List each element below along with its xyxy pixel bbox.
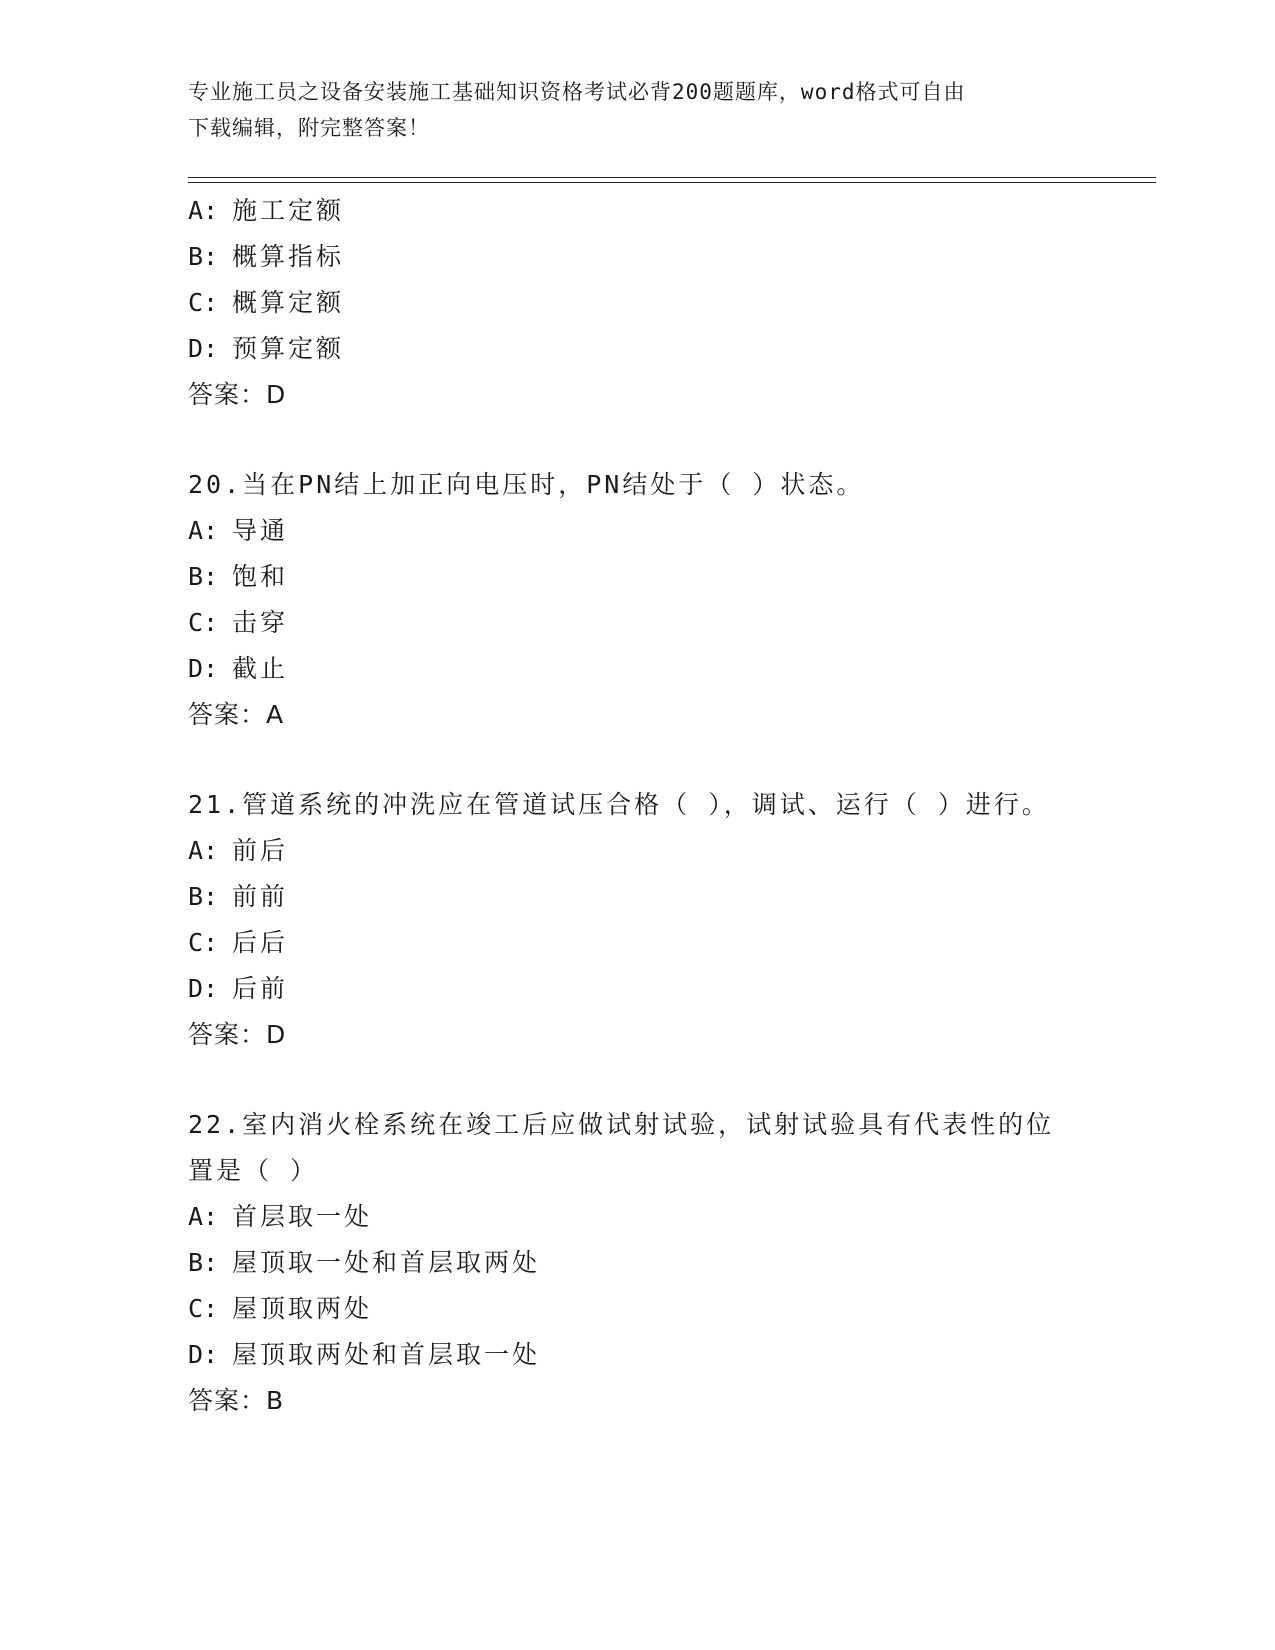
answer-line: 答案：B: [188, 1386, 285, 1415]
question-block-19: [188, 188, 1088, 418]
option-a: A: 前后: [188, 836, 289, 865]
option-d: D: 截止: [188, 654, 289, 683]
question-stem: 21.管道系统的冲洗应在管道试压合格（ ），调试、运行（ ）进行。: [188, 790, 1050, 819]
document-header: [188, 74, 1088, 146]
option-a: A: 导通: [188, 516, 289, 545]
option-d: D: 预算定额: [188, 334, 345, 363]
question-block-21: [188, 782, 1088, 1058]
option-c: C: 概算定额: [188, 288, 345, 317]
question-list: [188, 188, 1088, 1424]
question-block-20: [188, 462, 1088, 738]
answer-line: 答案：D: [188, 1020, 287, 1049]
answer-line: 答案：D: [188, 380, 287, 409]
header-divider-top: [188, 177, 1156, 178]
option-c: C: 屋顶取两处: [188, 1294, 373, 1323]
header-title-line-1: 专业施工员之设备安装施工基础知识资格考试必背200题题库，word格式可自由: [188, 80, 966, 104]
option-b: B: 屋顶取一处和首层取两处: [188, 1248, 541, 1277]
header-title-line-2: 下载编辑，附完整答案！: [188, 116, 430, 140]
option-b: B: 前前: [188, 882, 289, 911]
option-c: C: 后后: [188, 928, 289, 957]
option-c: C: 击穿: [188, 608, 289, 637]
question-stem-line-2: 置是（ ）: [188, 1156, 319, 1185]
question-block-22: [188, 1102, 1088, 1424]
option-b: B: 饱和: [188, 562, 289, 591]
option-d: D: 后前: [188, 974, 289, 1003]
answer-line: 答案：A: [188, 700, 285, 729]
option-a: A: 施工定额: [188, 196, 345, 225]
option-a: A: 首层取一处: [188, 1202, 373, 1231]
question-stem: 20.当在PN结上加正向电压时，PN结处于（ ）状态。: [188, 470, 865, 499]
option-d: D: 屋顶取两处和首层取一处: [188, 1340, 541, 1369]
header-divider-bottom: [188, 182, 1156, 183]
option-b: B: 概算指标: [188, 242, 345, 271]
question-stem-line-1: 22.室内消火栓系统在竣工后应做试射试验，试射试验具有代表性的位: [188, 1110, 1055, 1139]
